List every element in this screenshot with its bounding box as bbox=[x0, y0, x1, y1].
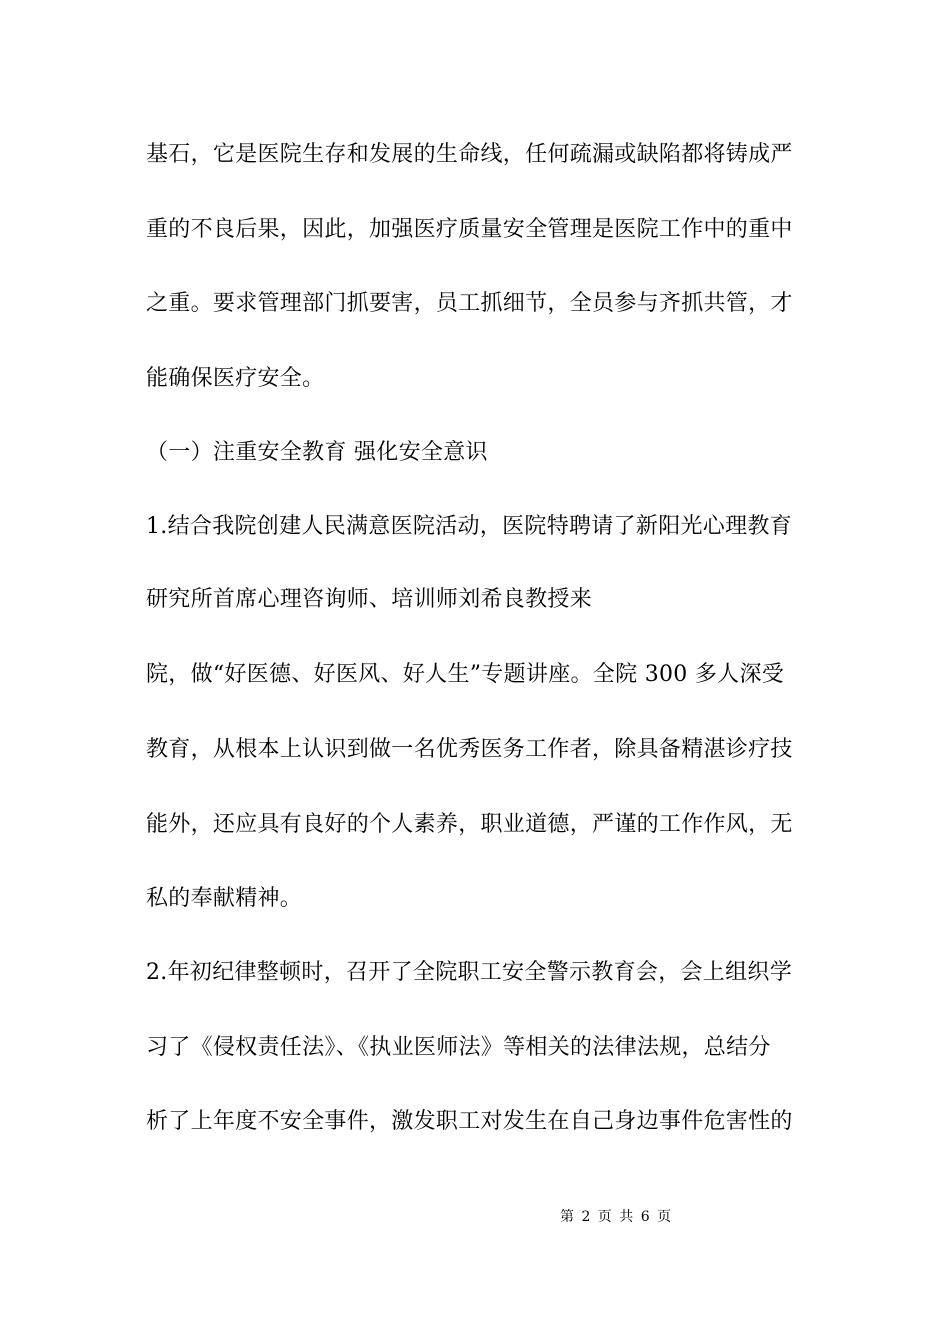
text-line: 重的不良后果，因此，加强医疗质量安全管理是医院工作中的重中 bbox=[146, 217, 793, 242]
text-line: 私的奉献精神。 bbox=[146, 886, 303, 911]
text-line: 析了上年度不安全事件，激发职工对发生在自己身边事件危害性的 bbox=[146, 1109, 793, 1134]
text-line: 基石，它是医院生存和发展的生命线，任何疏漏或缺陷都将铸成严 bbox=[146, 142, 793, 167]
text-line: 研究所首席心理咨询师、培训师刘希良教授来 bbox=[146, 587, 593, 612]
text-line: 能外，还应具有良好的个人素养，职业道德，严谨的工作作风，无 bbox=[146, 812, 793, 837]
text-line: 教育，从根本上认识到做一名优秀医务工作者，除具备精湛诊疗技 bbox=[146, 737, 793, 762]
text-line: 习了《侵权责任法》、《执业医师法》等相关的法律法规，总结分 bbox=[146, 1035, 771, 1060]
section-heading: （一）注重安全教育 强化安全意识 bbox=[146, 440, 488, 465]
text-line: 院，做“好医德、好医风、好人生”专题讲座。全院 300 多人深受 bbox=[146, 662, 785, 687]
page-number: 第 2 页 共 6 页 bbox=[560, 1209, 672, 1225]
text-line: 2.年初纪律整顿时，召开了全院职工安全警示教育会，会上组织学 bbox=[146, 960, 792, 985]
text-line: 1.结合我院创建人民满意医院活动，医院特聘请了新阳光心理教育 bbox=[146, 514, 792, 539]
text-line: 之重。要求管理部门抓要害，员工抓细节，全员参与齐抓共管，才 bbox=[146, 291, 793, 316]
text-line: 能确保医疗安全。 bbox=[146, 366, 325, 391]
